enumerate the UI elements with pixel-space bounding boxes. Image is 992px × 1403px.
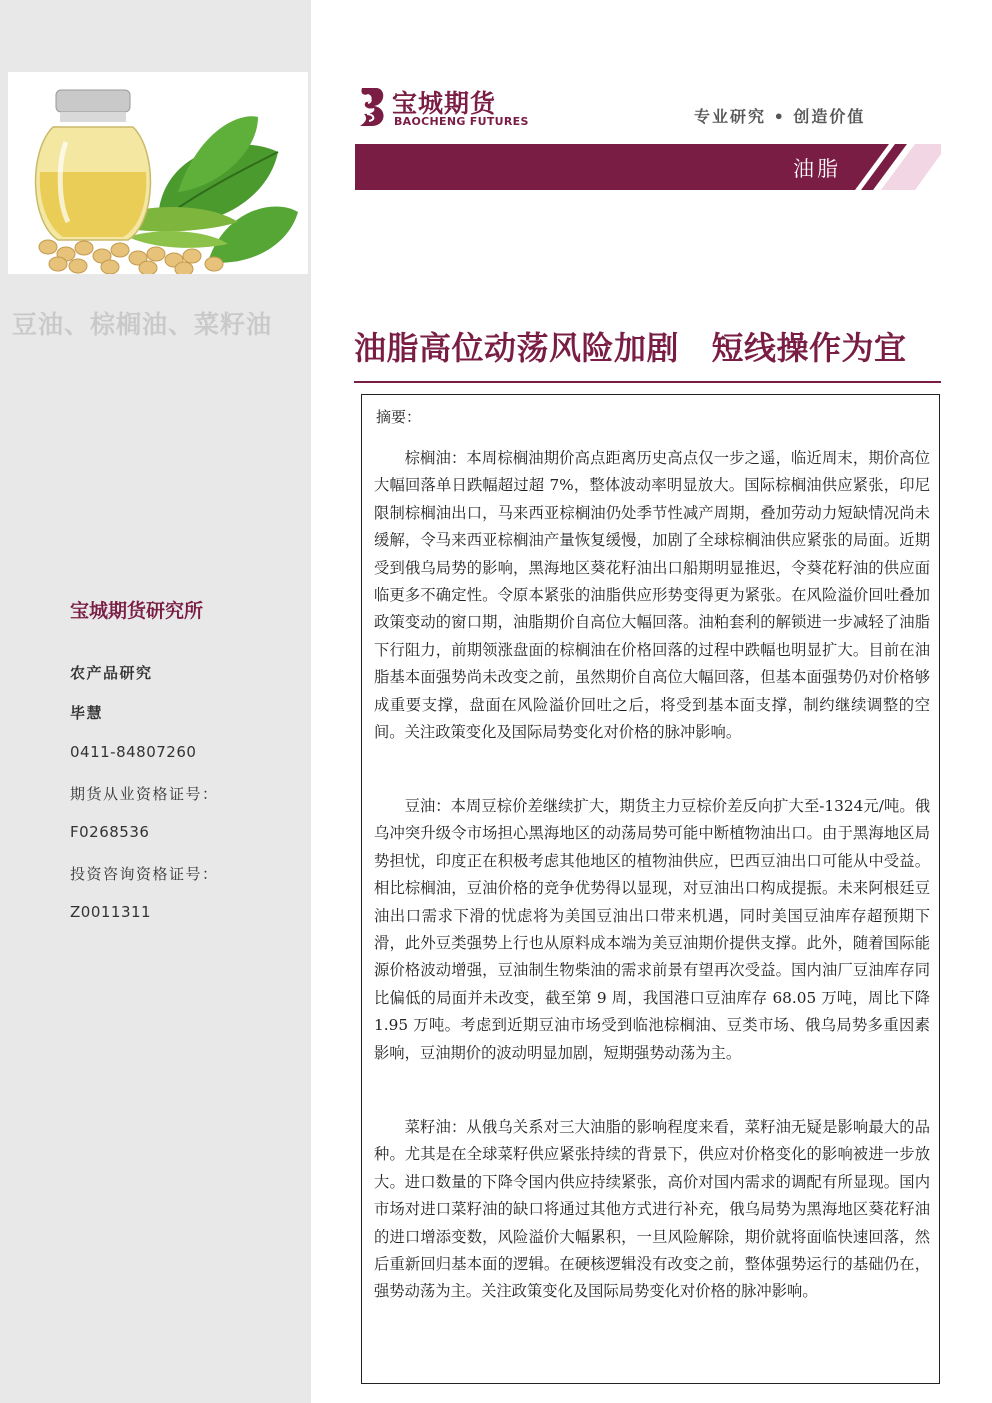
banner-background: [355, 144, 941, 190]
report-subject: 豆油、棕榈油、菜籽油: [12, 310, 273, 339]
institute-name: 宝城期货研究所: [70, 600, 204, 622]
paragraph-soybean-oil: 豆油：本周豆棕价差继续扩大，期货主力豆棕价差反向扩大至-1324元/吨。俄乌冲突升级令市场担心黑海地区的动荡局势可能中断植物油出口。由于黑海地区局势担忧，印度正在积极考虑其他地区的植物油供应，巴西豆油出口可能从中受益。相比棕榈油，豆油价格的竞争优势得以显现，对豆油出口构成提振。未来阿根廷豆油出口需求下滑的忧虑将为美国豆油出口带来机遇，同时美国豆油库存超预期下滑，此外豆类强势上行也从原料成本端为美豆油期价提供支撑。此外，随着国际能源价格波动增强，豆油制生物柴油的需求前景有望再次受益。国内油厂豆油库存同比偏低的局面并未改变，截至第 9 周，我国港口豆油库存 68.05 万吨，周比下降 1.95 万吨。考虑到近期豆油市场受到临池棕榈油、豆类市场、俄乌局势多重因素影响，豆油期价的波动明显加剧，短期强势动荡为主。: [374, 797, 930, 1062]
report-title: 油脂高位动荡风险加剧 短线操作为宜: [354, 329, 907, 367]
logo-chinese: 宝城期货: [392, 89, 497, 118]
department: 农产品研究: [70, 664, 153, 682]
analyst-name: 毕慧: [70, 704, 104, 722]
cover-image-oil-jar-soybeans: [8, 72, 308, 274]
futures-cert-number: F0268536: [70, 823, 150, 841]
paragraph-palm-oil: 棕榈油：本周棕榈油期价高点距离历史高点仅一步之遥，临近周末，期价高位大幅回落单日跌幅超过超 7%，整体波动率明显放大。国际棕榈油供应紧张，印尼限制棕榈油出口，马来西亚棕榈油仍处季节性减产周期，叠加劳动力短缺情况尚未缓解，令马来西亚棕榈油产量恢复缓慢，加剧了全球棕榈油供应紧张的局面。近期受到俄乌局势的影响，黑海地区葵花籽油出口船期明显推迟，令葵花籽油的供应面临更多不确定性。令原本紧张的油脂供应形势变得更为紧张。在风险溢价回吐叠加政策变动的窗口期，油脂期价自高位大幅回落。油粕套利的解锁进一步减轻了油脂下行阻力，前期领涨盘面的棕榈油在价格回落的过程中跌幅也明显扩大。目前在油脂基本面强势尚未改变之前，虽然期价自高位大幅回落，但基本面强势仍对价格够成重要支撑，盘面在风险溢价回吐之后，将受到基本面支撑，制约继续调整的空间。关注政策变化及国际局势变化对价格的脉冲影响。: [374, 449, 930, 742]
paragraph-rapeseed-oil: 菜籽油：从俄乌关系对三大油脂的影响程度来看，菜籽油无疑是影响最大的品种。尤其是在全球菜籽供应紧张持续的背景下，供应对价格变化的影响被进一步放大。进口数量的下降令国内供应持续紧张，高价对国内需求的调配有所显现。国内市场对进口菜籽油的缺口将通过其他方式进行补充，俄乌局势为黑海地区葵花籽油的进口增添变数，风险溢价大幅累积，一旦风险解除，期价就将面临快速回落，然后重新回归基本面的逻辑。在硬核逻辑没有改变之前，整体强势运行的基础仍在，强势动荡为主。关注政策变化及国际局势变化对价格的脉冲影响。: [374, 1118, 930, 1301]
company-logo: [354, 84, 529, 132]
category-banner: [355, 144, 941, 190]
title-divider: [354, 381, 941, 383]
logo-mark-icon: [354, 84, 390, 130]
category-label: 油脂: [793, 157, 841, 181]
phone-number: 0411-84807260: [70, 743, 197, 761]
futures-cert-label: 期货从业资格证号：: [70, 785, 219, 803]
invest-cert-number: Z0011311: [70, 903, 152, 921]
sidebar: [0, 0, 311, 1403]
slogan: 专业研究 • 创造价值: [694, 107, 866, 126]
abstract-box: [361, 394, 940, 1384]
invest-cert-label: 投资咨询资格证号：: [70, 865, 219, 883]
logo-english: BAOCHENG FUTURES: [394, 115, 529, 128]
abstract-label: 摘要：: [376, 408, 422, 426]
